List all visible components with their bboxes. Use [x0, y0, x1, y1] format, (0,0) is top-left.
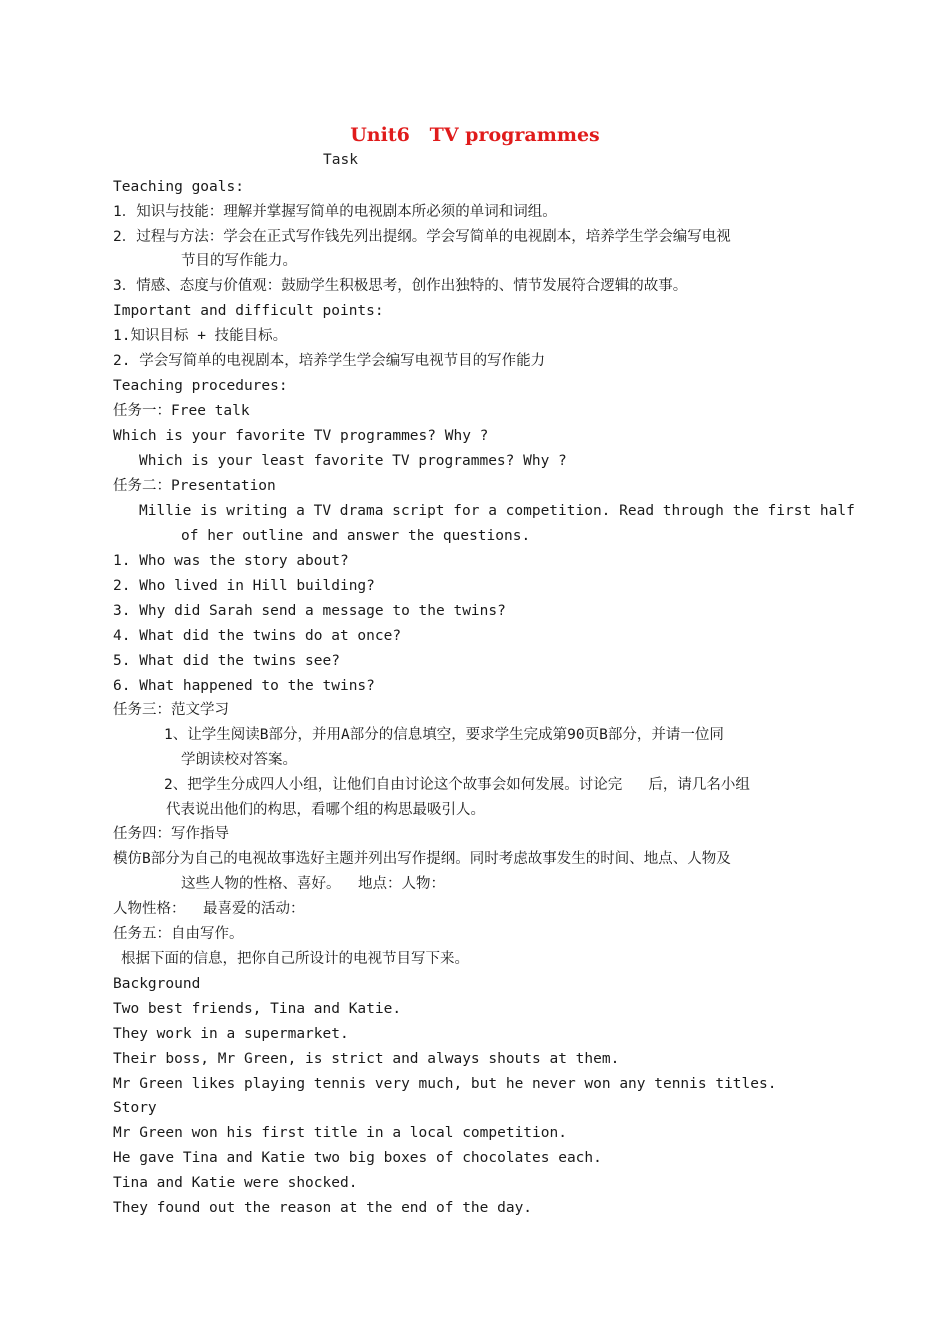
task-3-step-1: 1、让学生阅读B部分，并用A部分的信息填空，要求学生完成第90页B部分，并请一位同: [164, 727, 724, 743]
question-4: 4. What did the twins do at once?: [113, 628, 402, 644]
story-line-2: He gave Tina and Katie two big boxes of chocolates each.: [113, 1150, 602, 1166]
task-4-instructions: 模仿B部分为自己的电视故事选好主题并列出写作提纲。同时考虑故事发生的时间、地点、人物及: [113, 851, 731, 867]
presentation-instructions-continued: of her outline and answer the questions.: [181, 528, 531, 544]
goal-3: 3．情感、态度与价值观：鼓励学生积极思考，创作出独特的、情节发展符合逻辑的故事。: [113, 278, 688, 294]
task-5-instructions: 根据下面的信息，把你自己所设计的电视节目写下来。: [121, 951, 469, 967]
background-heading: Background: [113, 976, 201, 992]
task-3-step-2: 2、把学生分成四人小组，让他们自由讨论这个故事会如何发展。讨论完 后，请几名小组: [164, 777, 750, 793]
story-line-3: Tina and Katie were shocked.: [113, 1175, 358, 1191]
story-line-4: They found out the reason at the end of the day.: [113, 1200, 533, 1216]
task-3-heading: 任务三：范文学习: [113, 702, 229, 718]
story-line-1: Mr Green won his first title in a local competition.: [113, 1125, 567, 1141]
section-heading-procedures: Teaching procedures:: [113, 378, 288, 394]
free-talk-question-2: Which is your least favorite TV programmes? Why ?: [139, 453, 567, 469]
key-point-1: 1.知识目标 + 技能目标。: [113, 328, 288, 344]
goal-1: 1．知识与技能：理解并掌握写简单的电视剧本所必须的单词和词组。: [113, 204, 557, 220]
task-3-step-1-continued: 学朗读校对答案。: [181, 752, 297, 768]
key-point-2: 2. 学会写简单的电视剧本，培养学生学会编写电视节目的写作能力: [113, 353, 546, 369]
page-title: Unit6 TV programmes: [350, 124, 600, 146]
page-subtitle: Task: [323, 152, 358, 168]
goal-2: 2．过程与方法：学会在正式写作钱先列出提纲。学会写简单的电视剧本，培养学生学会编写电视: [113, 229, 731, 245]
task-4-heading: 任务四：写作指导: [113, 826, 229, 842]
free-talk-question-1: Which is your favorite TV programmes? Why ?: [113, 428, 489, 444]
question-6: 6. What happened to the twins?: [113, 678, 375, 694]
question-1: 1. Who was the story about?: [113, 553, 349, 569]
task-4-character-line: 人物性格： 最喜爱的活动：: [113, 901, 305, 917]
task-1-heading: 任务一：Free talk: [113, 403, 250, 419]
background-line-1: Two best friends, Tina and Katie.: [113, 1001, 402, 1017]
section-heading-key-points: Important and difficult points:: [113, 303, 384, 319]
background-line-4: Mr Green likes playing tennis very much, but he never won any tennis titles.: [113, 1076, 777, 1092]
task-2-heading: 任务二：Presentation: [113, 478, 276, 494]
presentation-instructions: Millie is writing a TV drama script for a competition. Read through the first half: [139, 503, 855, 519]
question-2: 2. Who lived in Hill building?: [113, 578, 375, 594]
background-line-2: They work in a supermarket.: [113, 1026, 349, 1042]
task-5-heading: 任务五：自由写作。: [113, 926, 244, 942]
goal-2-continued: 节目的写作能力。: [181, 253, 297, 269]
section-heading-teaching-goals: Teaching goals:: [113, 179, 244, 195]
background-line-3: Their boss, Mr Green, is strict and always shouts at them.: [113, 1051, 620, 1067]
task-4-instructions-continued: 这些人物的性格、喜好。 地点：人物：: [181, 876, 445, 892]
question-5: 5. What did the twins see?: [113, 653, 340, 669]
question-3: 3. Why did Sarah send a message to the twins?: [113, 603, 506, 619]
story-heading: Story: [113, 1100, 157, 1116]
task-3-step-2-continued: 代表说出他们的构思，看哪个组的构思最吸引人。: [166, 802, 485, 818]
